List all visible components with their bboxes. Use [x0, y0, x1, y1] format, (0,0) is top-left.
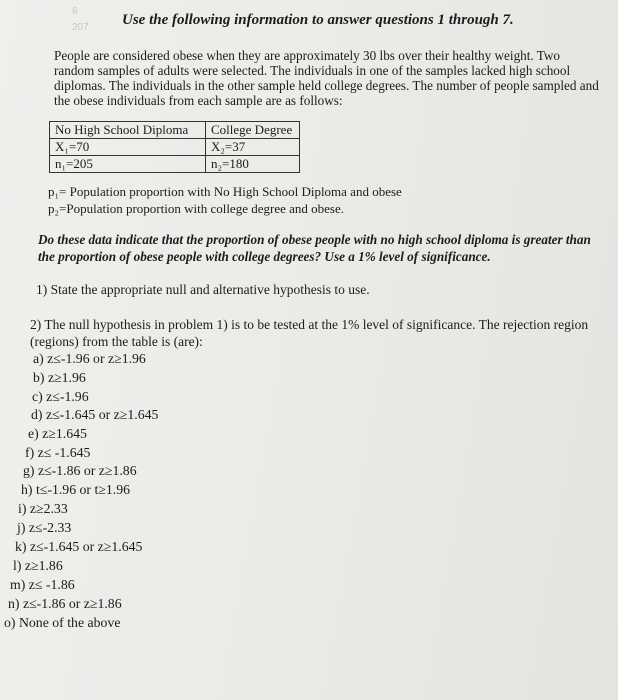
table-cell: X₂=37	[206, 139, 300, 156]
option-c: c) z≤-1.96	[32, 389, 89, 404]
definitions	[48, 183, 402, 217]
option-n: n) z≤-1.86 or z≥1.86	[8, 596, 122, 611]
option-j: j) z≤-2.33	[17, 520, 72, 535]
option-f: f) z≤ -1.645	[25, 445, 91, 460]
question-2: 2) The null hypothesis in problem 1) is to be tested at the 1% level of significance. The rejection region (regions) from the table is (are):	[30, 317, 589, 349]
option-b: b) z≥1.96	[33, 370, 86, 385]
option-m: m) z≤ -1.86	[10, 577, 75, 592]
option-e: e) z≥1.645	[28, 426, 87, 441]
table-cell: n₂=180	[206, 156, 300, 173]
table-cell: X₁=70	[50, 139, 206, 156]
sample-data-table	[49, 121, 300, 173]
option-d: d) z≤-1.645 or z≥1.645	[31, 407, 159, 422]
option-a: a) z≤-1.96 or z≥1.96	[33, 351, 146, 366]
definition-p2: p₂=Population proportion with college degree and obese.	[48, 201, 344, 216]
option-g: g) z≤-1.86 or z≥1.86	[23, 463, 137, 478]
option-i: i) z≥2.33	[18, 501, 68, 516]
question-1: 1) State the appropriate null and alternative hypothesis to use.	[36, 282, 370, 297]
section-title: Use the following information to answer questions 1 through 7.	[122, 12, 514, 28]
table-row	[50, 156, 300, 173]
table-header-row	[50, 122, 300, 139]
option-l: l) z≥1.86	[13, 558, 63, 573]
faint-page-number: 6	[72, 6, 78, 17]
option-k: k) z≤-1.645 or z≥1.645	[15, 539, 143, 554]
intro-paragraph: People are considered obese when they are approximately 30 lbs over their healthy weight. Two random samples of adults were selected. The individuals in one of the samples lacked high school diplomas. The individuals in the other sample held college degrees. The number of people sampled and the obese individuals from each sample are as follows:	[54, 48, 599, 108]
faint-page-number: 207	[72, 22, 89, 33]
table-header: College Degree	[206, 122, 300, 139]
table-header: No High School Diploma	[50, 122, 206, 139]
definition-p1: p₁= Population proportion with No High School Diploma and obese	[48, 184, 402, 199]
option-h: h) t≤-1.96 or t≥1.96	[21, 482, 131, 497]
main-question: Do these data indicate that the proportion of obese people with no high school diploma is greater than the proportion of obese people with college degrees? Use a 1% level of significance.	[38, 232, 591, 264]
table-row	[50, 139, 300, 156]
option-o: o) None of the above	[4, 615, 121, 630]
table-cell: n₁=205	[50, 156, 206, 173]
